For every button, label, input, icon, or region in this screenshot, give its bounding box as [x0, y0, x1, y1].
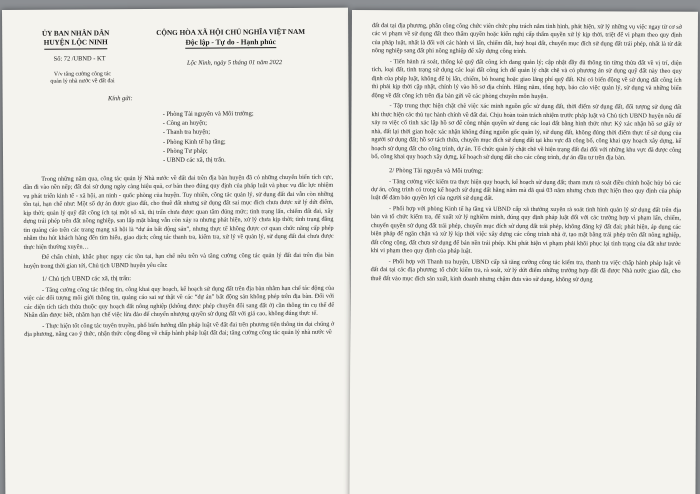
recipient-item: - Phòng Kinh tế hạ tầng; — [162, 137, 226, 146]
section-paragraph: - Tăng cường công tác thông tin, công khai quy hoạch, kế hoạch sử dụng đất trên địa bàn nhằm hạn chế tác động của việc các đối tượng môi giới thông tin, quảng cáo sai sự thật về các “dự án” bất động sản không phép trên địa bàn. Đối với các diện tích tách thửa thuộc quy hoạch đất nông nghiệp (không được phép chuyển đổi sang đất ở) cần thông tin cụ thể để Nhân dân được biết, nhằm hạn chế việc lừa đảo để chuyển nhượng quyền sử dụng đất với giá cao, không đúng thực tế. — [23, 284, 335, 320]
recipient-item: - Phòng Tư pháp; — [162, 147, 208, 155]
greeting: Kính gửi: — [107, 95, 133, 103]
section-paragraph: - Thực hiện tốt công tác tuyên truyền, phổ biến hướng dẫn pháp luật về đất đai trên phương tiện thông tin đại chúng ở địa phương, nâng cao ý thức, nhận thức cộng đồng về chấp hành pháp luật đất đai; tăng cường công tác quản lý nhà nước về — [24, 320, 335, 339]
authority-district: HUYỆN LỘC NINH — [44, 38, 108, 49]
section-heading: 2/ Phòng Tài nguyên và Môi trường: — [389, 166, 483, 175]
recipient-item: - Thanh tra huyện; — [162, 128, 211, 137]
body-paragraph: Trong những năm qua, công tác quản lý Nhà nước về đất đai trên địa bàn huyện đã có những chuyển biến tích cực, dần đi vào nền nếp; đất đai sử dụng ngày càng hiệu quả, cơ bản theo đúng quy định của pháp luật và phục vụ đắc lực nhiệm vụ phát triển kinh tế - xã hội, an ninh - quốc phòng của huyện. Tuy nhiên, công tác quản lý, sử dụng đất đai vẫn còn những tồn tại, hạn chế như: Một số dự án được giao đất, cho thuê đất nhưng sử dụng đất sai mục đích chưa được xử lý dứt điểm, kịp thời; quản lý quỹ đất công ích tại một số xã, thị trấn chưa được quan tâm đúng mức; tình trạng lấn, chiếm đất đai, xây dựng trái phép trên đất nông nghiệp, san lấp mặt bằng vẫn còn xảy ra nhưng phát hiện, xử lý chưa kịp thời; tình trạng đăng tin quảng cáo trên các trang mạng xã hội là “dự án bất động sản”, nhưng thực tế không được cơ quan chức năng cấp phép nhằm thu hút khách hàng đến tìm hiểu, giao dịch; công tác thanh tra, kiểm tra, xử lý về quản lý, sử dụng đất đai chưa được thực hiện thường xuyên… — [23, 173, 334, 251]
recipient-item: - UBND các xã, thị trấn. — [163, 156, 226, 164]
document-header — [22, 28, 332, 50]
recipient-item: - Phòng Tài nguyên và Môi trường; — [162, 110, 254, 119]
document-page-left — [2, 8, 351, 494]
recipient-item: - Công an huyện; — [162, 119, 208, 128]
document-page-right — [349, 10, 698, 494]
body-paragraph: - Tăng cường việc kiểm tra thực hiện quy hoạch, kế hoạch sử dụng đất; tham mưu rà soát điều chỉnh hoặc hủy bỏ các dự án, công trình có trong kế hoạch sử dụng đất hằng năm mà đã quá 03 năm nhưng chưa thực hiện theo quy định của pháp luật để đảm bảo quyền lợi của người sử dụng đất. — [370, 177, 682, 203]
body-paragraph: - Tiến hành rà soát, thống kê quỹ đất công ích đang quản lý; cập nhật đầy đủ thông tin từng thửa đất về vị trí, diện tích, loại đất, tình trạng sử dụng các loại đất công ích để quản lý chặt chẽ và có phương án sử dụng quỹ đất này theo quy định của pháp luật, không để bị lấn, chiếm, bỏ hoang hoặc giao lãng phí quỹ đất. Khi có biến động về sử dụng đất công ích thì phải kịp thời cập nhật, chỉnh lý vào hồ sơ địa chính. Hằng năm, tổng hợp, báo cáo việc quản lý, sử dụng và những biến động về đất công ích trên địa bàn gửi về các phòng chuyên môn huyện. — [371, 58, 682, 100]
body-paragraph: - Phối hợp với phòng Kinh tế hạ tầng và UBND cấp xã thường xuyên rà soát tình hình quản lý sử dụng đất trên địa bàn và tổ chức kiểm tra, để xuất xử lý nghiêm minh, đúng quy định pháp luật đối với các trường hợp vi phạm lấn, chiếm, chuyển quyền sử dụng đất trái phép, chuyển mục đích sử dụng đất trái phép, không đăng ký đất đai; phát hiện, áp dụng các biện pháp để ngăn chặn và xử lý kịp thời việc xây dựng các công trình nhà ở, tạo mặt bằng trái phép trên đất nông nghiệp, đất công cộng, đất chưa sử dụng để bán nền trái phép. Khi phát hiện vi phạm phải khôi phục lại tình trạng của đất như trước khi vi phạm theo quy định của pháp luật. — [370, 205, 681, 256]
nation-name: CỘNG HÒA XÃ HỘI CHỦ NGHĨA VIỆT NAM — [156, 27, 306, 37]
document-number: Số: 72 /UBND - KT — [53, 55, 106, 63]
document-date: Lộc Ninh, ngày 5 tháng 01 năm 2022 — [187, 59, 283, 67]
national-motto — [129, 28, 332, 50]
body-paragraph: - Phối hợp với Thanh tra huyện, UBND cấp xã tăng cường công tác kiểm tra, thanh tra việc chấp hành pháp luật về đất đai tại các địa phương; tổ chức kiểm tra, rà soát, xử lý dứt điểm những trường hợp đất đã được Nhà nước giao đất, cho thuê đất vào mục đích sản xuất, kinh doanh nhưng chậm đưa vào sử dụng, không sử dụng — [370, 258, 681, 284]
subject-line-2: quản lý nhà nước về đất đai — [50, 78, 115, 85]
recipient-list — [163, 109, 333, 165]
body-paragraph: Để chấn chỉnh, khắc phục ngay các tồn tại, hạn chế nêu trên và tăng cường công tác quản lý đất đai trên địa bàn huyện trong thời gian tới, Chủ tịch UBND huyện yêu cầu: — [23, 251, 334, 270]
body-paragraph: - Tập trung thực hiện chặt chẽ việc xác minh nguồn gốc sử dụng đất, thời điểm sử dụng đất, đối tượng sử dụng đất khi thực hiện các thủ tục hành chính về đất đai. Chịu hoàn toàn trách nhiệm trước pháp luật và Chủ tịch UBND huyện nếu để xảy ra việc cố tình xác lập hồ sơ để công nhận quyền sử dụng các loại đất bằng hình thức như: Ký xác nhận hồ sơ giấy tờ nhà, đất lại thời gian hoặc xác nhận không đúng nguồn gốc quản lý, sử dụng đất, không đúng thời điểm thực tế sử dụng của người sử dụng đất; hồ sơ tách thửa, chuyển mục đích sử dụng đất tại khu vực đã công bố, công khai quy hoạch xây dựng, kế hoạch sử dụng đất cho công trình, dự án. Tổ chức quản lý chặt chẽ về hiện trạng đất đai đối với những khu vực đã được công bố, công khai quy hoạch xây dựng, kế hoạch sử dụng đất cho các công trình, dự án đầu tư trên địa bàn. — [371, 102, 682, 162]
subject-line-1: V/v tăng cường công tác — [53, 71, 112, 78]
nation-motto-line: Độc lập - Tự do - Hạnh phúc — [186, 37, 276, 49]
issuing-authority — [22, 29, 129, 50]
body-paragraph: đất đai tại địa phương, phân công công chức viên chức phụ trách nắm tình hình, phát hiện, xử lý những vụ việc ngay từ cơ sở các vi phạm về sử dụng đất theo thẩm quyền hoặc kiến nghị cấp thẩm quyền xử lý kịp thời, triệt để vi phạm theo quy định của pháp luật, nhất là đối với các hành vi lấn, chiếm đất, huỷ hoại đất, chuyển mục đích sử dụng đất trái phép, nhất là từ đất nông nghiệp sang đất phi nông nghiệp để xây dựng công trình. — [371, 22, 682, 56]
document-subject — [22, 71, 142, 86]
section-heading: 1/ Chủ tịch UBND các xã, thị trấn: — [41, 275, 132, 283]
authority-name: ỦY BAN NHÂN DÂN — [41, 29, 110, 38]
